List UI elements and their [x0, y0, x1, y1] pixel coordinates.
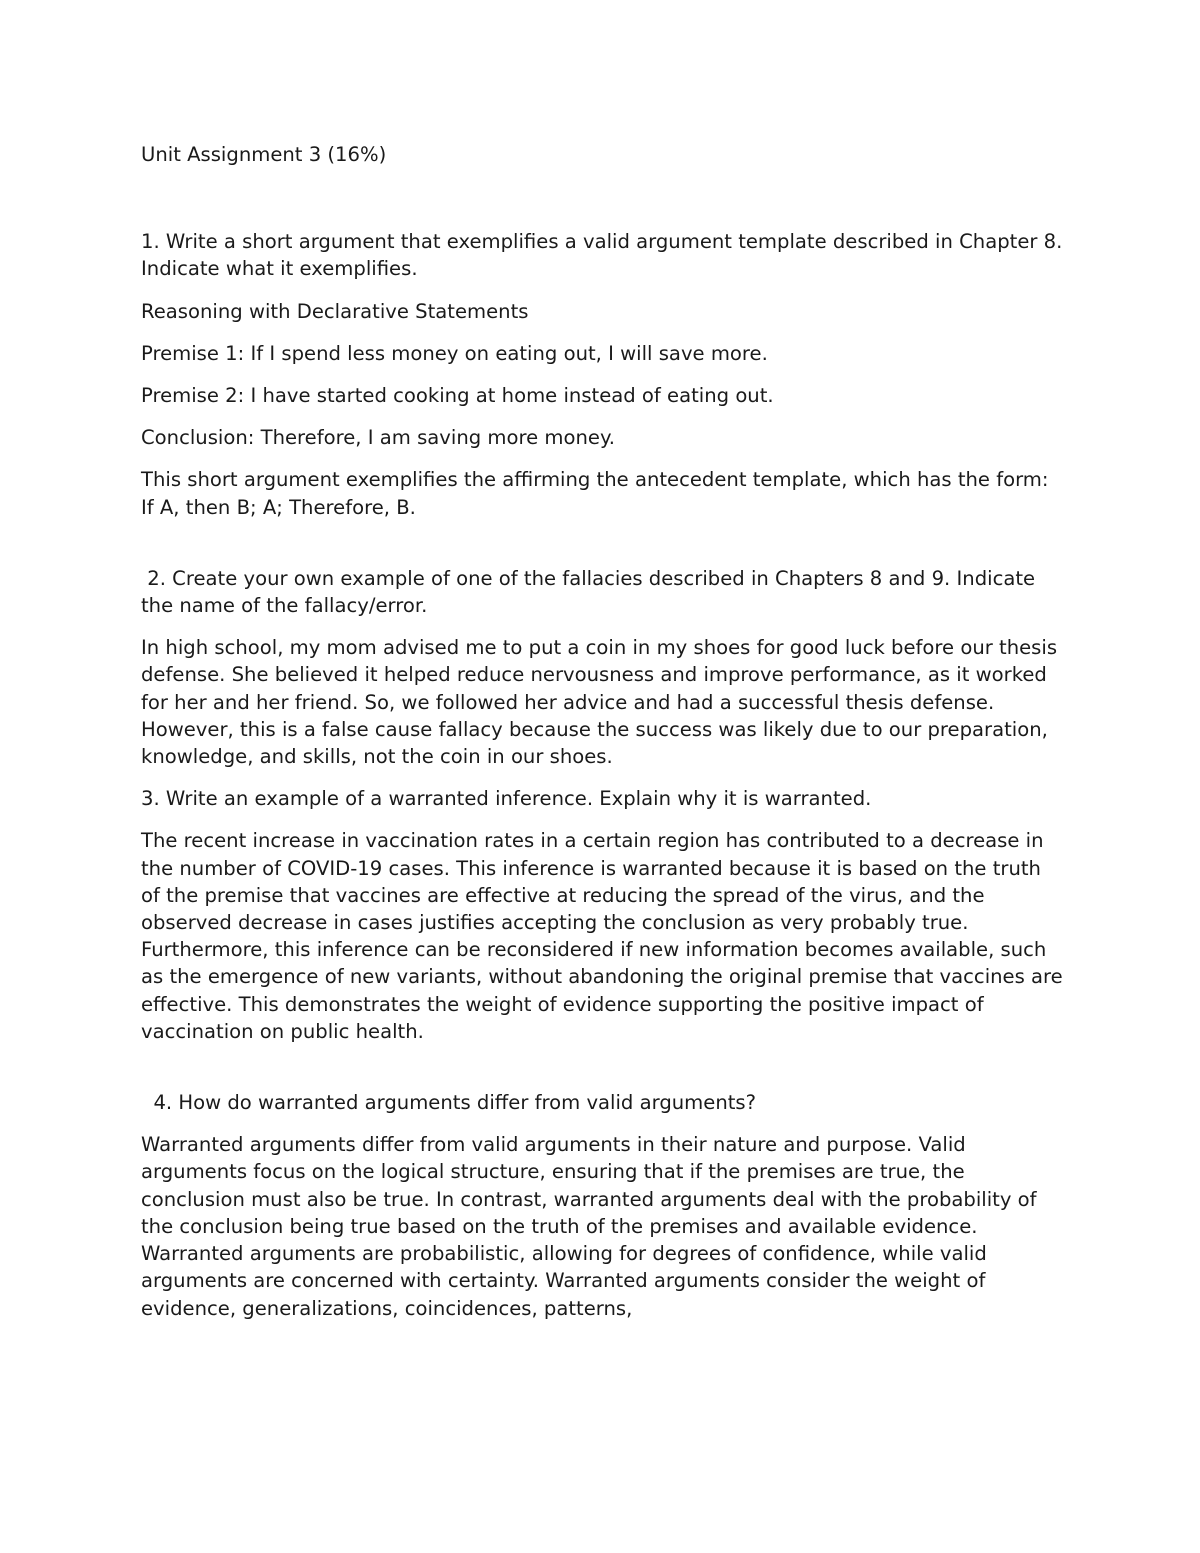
document-body — [141, 141, 1069, 1322]
question-1: 1. Write a short argument that exemplifies a valid argument template described in Chapter 8. Indicate what it exemplifies. — [141, 230, 1069, 281]
q2-answer: In high school, my mom advised me to put a coin in my shoes for good luck before our thesis defense. She believed it helped reduce nervousness and improve performance, as it worked for her and her friend. So, we followed her advice and had a successful thesis defense. However, this is a false cause fallacy because the success was likely due to our preparation, knowledge, and skills, not the coin in our shoes. — [141, 636, 1064, 769]
q1-heading: Reasoning with Declarative Statements — [141, 299, 529, 323]
q1-conclusion: Conclusion: Therefore, I am saving more money. — [141, 426, 615, 450]
q3-answer: The recent increase in vaccination rates in a certain region has contributed to a decrease in the number of COVID-19 cases. This inference is warranted because it is based on the truth of the premise that vaccines are effective at reducing the spread of the virus, and the observed decrease in cases justifies accepting the conclusion as very probably true. Furthermore, this inference can be reconsidered if new information becomes available, such as the emergence of new variants, without abandoning the original premise that vaccines are effective. This demonstrates the weight of evidence supporting the positive impact of vaccination on public health. — [141, 829, 1069, 1043]
q1-answer: This short argument exemplifies the affirming the antecedent template, which has the form: If A, then B; A; Therefore, B. — [141, 468, 1055, 519]
question-4: 4. How do warranted arguments differ from valid arguments? — [141, 1091, 757, 1115]
question-2: 2. Create your own example of one of the fallacies described in Chapters 8 and 9. Indicate the name of the fallacy/error. — [141, 566, 1042, 618]
q4-answer: Warranted arguments differ from valid arguments in their nature and purpose. Valid arguments focus on the logical structure, ensuring that if the premises are true, the conclusion must also be true. In contrast, warranted arguments deal with the probability of the conclusion being true based on the truth of the premises and available evidence. Warranted arguments are probabilistic, allowing for degrees of confidence, while valid arguments are concerned with certainty. Warranted arguments consider the weight of evidence, generalizations, coincidences, patterns, — [141, 1133, 1043, 1320]
document-title: Unit Assignment 3 (16%) — [141, 143, 387, 166]
q1-premise-1: Premise 1: If I spend less money on eating out, I will save more. — [141, 341, 768, 365]
q1-premise-2: Premise 2: I have started cooking at home instead of eating out. — [141, 384, 774, 408]
question-3: 3. Write an example of a warranted inference. Explain why it is warranted. — [141, 787, 872, 811]
